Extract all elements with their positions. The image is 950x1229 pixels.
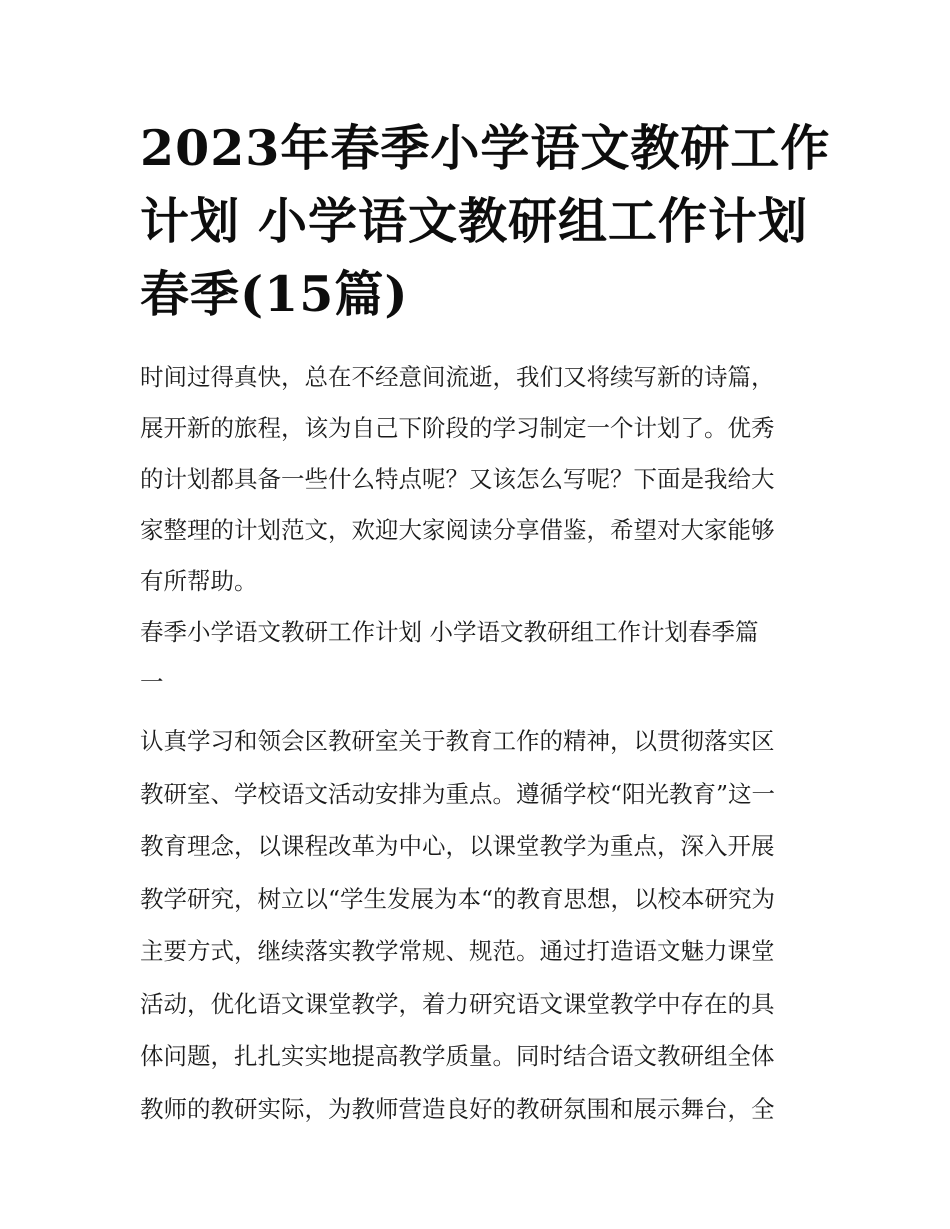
text-line: 教研室、学校语文活动安排为重点。遵循学校“阳光教育”这一	[140, 779, 776, 808]
text-line: 一	[140, 668, 164, 696]
body-paragraph	[140, 715, 820, 1135]
section-heading	[140, 607, 820, 707]
text-line: 教学研究，树立以“学生发展为本“的教育思想，以校本研究为	[140, 884, 776, 913]
text-line: 的计划都具备一些什么特点呢？又该怎么写呢？下面是我给大	[140, 465, 775, 493]
text-line: 活动，优化语文课堂教学，着力研究语文课堂教学中存在的具	[140, 989, 775, 1018]
title-line: 计划 小学语文教研组工作计划	[140, 192, 809, 250]
text-line: 春季小学语文教研工作计划 小学语文教研组工作计划春季篇	[140, 618, 759, 646]
text-line: 展开新的旅程，该为自己下阶段的学习制定一个计划了。优秀	[140, 414, 775, 442]
text-line: 时间过得真快，总在不经意间流逝，我们又将续写新的诗篇，	[140, 363, 775, 391]
document-title	[140, 112, 831, 331]
text-line: 教师的教研实际，为教师营造良好的教研氛围和展示舞台，全	[140, 1094, 775, 1123]
text-line: 体问题，扎扎实实地提高教学质量。同时结合语文教研组全体	[140, 1042, 775, 1070]
text-line: 认真学习和领会区教研室关于教育工作的精神，以贯彻落实区	[140, 727, 775, 755]
text-line: 有所帮助。	[140, 567, 258, 595]
text-line: 主要方式，继续落实教学常规、规范。通过打造语文魅力课堂	[140, 937, 775, 965]
title-line: 2023年春季小学语文教研工作	[140, 119, 831, 177]
document-body	[140, 352, 820, 1135]
intro-paragraph	[140, 352, 820, 607]
text-line: 教育理念，以课程改革为中心，以课堂教学为重点，深入开展	[140, 832, 775, 860]
title-line: 春季(15篇)	[140, 265, 409, 323]
text-line: 家整理的计划范文，欢迎大家阅读分享借鉴，希望对大家能够	[140, 516, 775, 544]
